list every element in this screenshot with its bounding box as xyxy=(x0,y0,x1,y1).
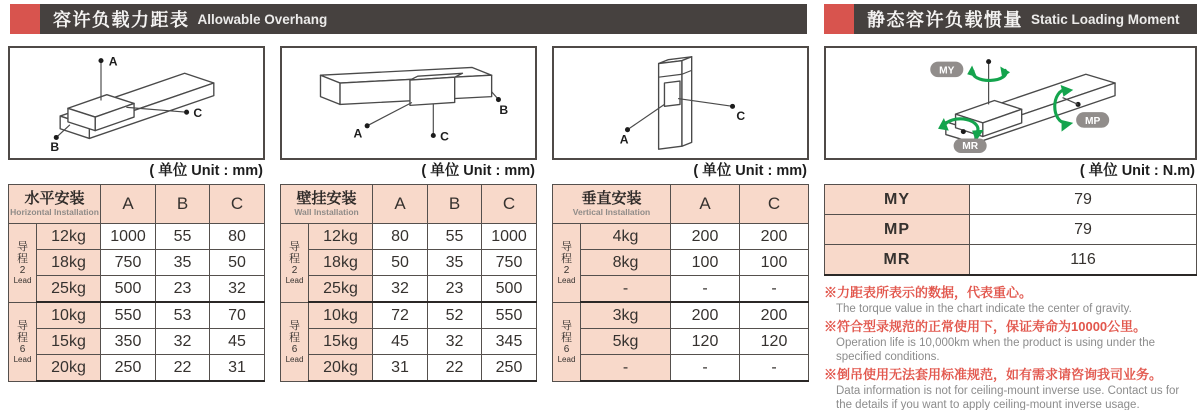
point-b-marker xyxy=(492,92,509,117)
rail-drawing xyxy=(320,67,491,105)
value-cell: 23 xyxy=(428,276,482,303)
value-cell: 55 xyxy=(156,224,210,250)
value-cell: 50 xyxy=(210,250,265,276)
vertical-installation-section xyxy=(552,46,809,382)
load-cell: 25kg xyxy=(309,276,373,303)
load-cell: 4kg xyxy=(581,224,671,250)
moment-label-cell: MY xyxy=(825,185,970,215)
table-title-en: Wall Installation xyxy=(294,207,359,217)
load-cell: 10kg xyxy=(37,302,101,329)
horizontal-diagram-drawing xyxy=(10,48,263,154)
value-cell: 200 xyxy=(740,224,809,250)
table-title-zh: 垂直安装 xyxy=(581,190,642,207)
value-cell: 50 xyxy=(373,250,428,276)
point-a-marker xyxy=(620,104,665,146)
right-header-title-en: Static Loading Moment xyxy=(1031,11,1180,27)
point-c-label: C xyxy=(736,108,746,123)
table-row xyxy=(281,224,537,250)
note-en: Operation life is 10,000km when the product is using under the specified conditions. xyxy=(836,337,1155,363)
left-header-title-en: Allowable Overhang xyxy=(197,11,328,27)
moment-label-cell: MP xyxy=(825,215,970,245)
load-cell: 18kg xyxy=(37,250,101,276)
value-cell: 750 xyxy=(482,250,537,276)
point-c-label: C xyxy=(193,106,203,121)
point-a-marker xyxy=(98,55,117,101)
unit-label-mm: ( 单位 Unit : mm) xyxy=(149,163,263,179)
point-a-label: A xyxy=(108,54,118,69)
lead-char: 导 xyxy=(17,319,28,332)
column-header-a: A xyxy=(373,185,428,224)
lead-number: 6 xyxy=(19,343,26,355)
lead-char: 导 xyxy=(289,319,300,332)
table-row xyxy=(825,185,1197,215)
lead-number: 2 xyxy=(19,264,26,276)
wall-table xyxy=(280,184,537,382)
rail-drawing xyxy=(60,73,214,138)
value-cell: 250 xyxy=(482,355,537,382)
value-cell: 31 xyxy=(373,355,428,382)
value-cell: - xyxy=(740,276,809,303)
load-cell: 5kg xyxy=(581,329,671,355)
value-cell: 72 xyxy=(373,302,428,329)
unit-label-nm: ( 单位 Unit : N.m) xyxy=(1079,163,1195,179)
wall-diagram-drawing xyxy=(282,48,535,154)
point-a-marker xyxy=(354,102,412,140)
table-title-zh: 水平安装 xyxy=(24,190,85,207)
value-cell: 32 xyxy=(210,276,265,303)
wall-diagram-box xyxy=(280,46,537,160)
load-cell: 15kg xyxy=(309,329,373,355)
lead-2-cell xyxy=(9,224,37,303)
value-cell: 32 xyxy=(428,329,482,355)
table-header-row xyxy=(9,185,265,224)
wall-installation-section xyxy=(280,46,537,382)
note-en: Data information is not for ceiling-mount inverse use. Contact us for the details if you want to apply ceiling-mount inverse usage. xyxy=(836,385,1180,410)
point-a-label: A xyxy=(353,126,363,141)
table-row xyxy=(553,355,809,382)
value-cell: 250 xyxy=(101,355,156,382)
lead-en-label: Lead xyxy=(13,275,32,285)
column-header-a: A xyxy=(671,185,740,224)
table-row xyxy=(9,224,265,250)
my-label: MY xyxy=(939,65,955,77)
table-title-en: Vertical Installation xyxy=(572,207,651,217)
value-cell: 200 xyxy=(671,224,740,250)
value-cell: 120 xyxy=(671,329,740,355)
mp-label: MP xyxy=(1085,115,1101,127)
point-b-label: B xyxy=(50,140,60,154)
load-cell: 12kg xyxy=(37,224,101,250)
load-cell: - xyxy=(581,276,671,303)
red-accent-square xyxy=(10,4,40,34)
lead-char: 导 xyxy=(17,240,28,253)
moment-value-cell: 79 xyxy=(970,185,1197,215)
table-title-en: Horizontal Installation xyxy=(10,207,99,217)
point-c-label: C xyxy=(440,129,449,144)
lead-en-label: Lead xyxy=(285,354,304,364)
load-cell: 8kg xyxy=(581,250,671,276)
value-cell: 345 xyxy=(482,329,537,355)
red-accent-square xyxy=(824,4,854,34)
table-row xyxy=(553,276,809,303)
value-cell: 350 xyxy=(101,329,156,355)
table-row xyxy=(553,329,809,355)
lead-char: 程 xyxy=(561,252,572,265)
moment-diagram-box xyxy=(824,46,1197,160)
value-cell: 200 xyxy=(740,302,809,329)
moment-label-cell: MR xyxy=(825,245,970,276)
lead-2-cell xyxy=(553,224,581,303)
value-cell: 1000 xyxy=(482,224,537,250)
left-header-bar xyxy=(40,4,807,34)
value-cell: 23 xyxy=(156,276,210,303)
table-header-row xyxy=(281,185,537,224)
lead-char: 程 xyxy=(17,252,28,265)
value-cell: 80 xyxy=(210,224,265,250)
lead-2-cell xyxy=(281,224,309,303)
load-cell: 25kg xyxy=(37,276,101,303)
value-cell: 32 xyxy=(156,329,210,355)
horizontal-table xyxy=(8,184,265,382)
value-cell: 70 xyxy=(210,302,265,329)
unit-label-mm: ( 单位 Unit : mm) xyxy=(693,163,807,179)
lead-6-cell xyxy=(553,302,581,381)
value-cell: 1000 xyxy=(101,224,156,250)
right-header-bar xyxy=(854,4,1197,34)
right-header-title-zh: 静态容许负载惯量 xyxy=(867,10,1023,30)
column-header-c: C xyxy=(482,185,537,224)
table-row xyxy=(553,224,809,250)
value-cell: 200 xyxy=(671,302,740,329)
value-cell: 31 xyxy=(210,355,265,382)
moment-diagram-drawing xyxy=(826,48,1195,154)
column-header-b: B xyxy=(156,185,210,224)
value-cell: 500 xyxy=(482,276,537,303)
lead-6-cell xyxy=(9,302,37,381)
value-cell: 32 xyxy=(373,276,428,303)
lead-char: 程 xyxy=(561,331,572,344)
note-zh: ※倒吊使用无法套用标准规范，如有需求请咨询我司业务。 xyxy=(824,367,1163,382)
lead-char: 导 xyxy=(561,240,572,253)
value-cell: 22 xyxy=(156,355,210,382)
rail-drawing xyxy=(659,57,692,149)
note-zh: ※力距表所表示的数据，代表重心。 xyxy=(824,285,1033,300)
load-cell: 10kg xyxy=(309,302,373,329)
table-row xyxy=(9,302,265,329)
column-header-c: C xyxy=(210,185,265,224)
rail-drawing xyxy=(946,74,1115,143)
value-cell: 55 xyxy=(428,224,482,250)
column-header-a: A xyxy=(101,185,156,224)
vertical-diagram-box xyxy=(552,46,809,160)
table-row xyxy=(281,250,537,276)
lead-en-label: Lead xyxy=(13,354,32,364)
note-zh: ※符合型录规范的正常使用下，保证寿命为10000公里。 xyxy=(824,319,1147,334)
right-section-header xyxy=(824,4,1197,34)
table-row xyxy=(9,355,265,382)
left-header-title-zh: 容许负载力距表 xyxy=(53,10,190,30)
column-header-b: B xyxy=(428,185,482,224)
footnotes xyxy=(824,284,1197,410)
lead-number: 6 xyxy=(563,343,570,355)
table-row xyxy=(553,250,809,276)
value-cell: 45 xyxy=(373,329,428,355)
table-title-cell xyxy=(553,185,671,224)
load-cell: 20kg xyxy=(37,355,101,382)
column-header-c: C xyxy=(740,185,809,224)
value-cell: - xyxy=(671,355,740,382)
my-rotation-arrow xyxy=(930,59,1010,104)
value-cell: 550 xyxy=(482,302,537,329)
vertical-table xyxy=(552,184,809,382)
unit-label-mm: ( 单位 Unit : mm) xyxy=(421,163,535,179)
load-cell: - xyxy=(581,355,671,382)
load-cell: 20kg xyxy=(309,355,373,382)
moment-value-cell: 116 xyxy=(970,245,1197,276)
table-header-row xyxy=(553,185,809,224)
table-row xyxy=(825,215,1197,245)
value-cell: 35 xyxy=(428,250,482,276)
lead-char: 导 xyxy=(561,319,572,332)
load-cell: 12kg xyxy=(309,224,373,250)
horizontal-installation-section xyxy=(8,46,265,382)
lead-en-label: Lead xyxy=(285,275,304,285)
lead-en-label: Lead xyxy=(557,354,576,364)
point-b-label: B xyxy=(499,103,509,118)
value-cell: 500 xyxy=(101,276,156,303)
value-cell: 120 xyxy=(740,329,809,355)
lead-en-label: Lead xyxy=(557,275,576,285)
mr-label: MR xyxy=(962,141,979,153)
value-cell: - xyxy=(740,355,809,382)
static-moment-section xyxy=(824,46,1197,410)
left-section-header xyxy=(10,4,807,34)
table-row xyxy=(553,302,809,329)
value-cell: 35 xyxy=(156,250,210,276)
table-row xyxy=(9,250,265,276)
lead-number: 2 xyxy=(291,264,298,276)
table-row xyxy=(281,276,537,303)
moment-value-cell: 79 xyxy=(970,215,1197,245)
lead-char: 程 xyxy=(289,331,300,344)
value-cell: 53 xyxy=(156,302,210,329)
table-row xyxy=(9,329,265,355)
value-cell: 80 xyxy=(373,224,428,250)
horizontal-diagram-box xyxy=(8,46,265,160)
lead-number: 6 xyxy=(291,343,298,355)
value-cell: - xyxy=(671,276,740,303)
lead-6-cell xyxy=(281,302,309,381)
table-title-zh: 壁挂安装 xyxy=(296,190,357,207)
note-en: The torque value in the chart indicate the center of gravity. xyxy=(836,303,1132,315)
table-title-cell xyxy=(9,185,101,224)
value-cell: 22 xyxy=(428,355,482,382)
table-row xyxy=(9,276,265,303)
table-row xyxy=(825,245,1197,276)
moment-table xyxy=(824,184,1197,276)
lead-number: 2 xyxy=(563,264,570,276)
table-row xyxy=(281,355,537,382)
value-cell: 750 xyxy=(101,250,156,276)
value-cell: 45 xyxy=(210,329,265,355)
vertical-diagram-drawing xyxy=(554,48,807,154)
point-a-label: A xyxy=(619,132,629,147)
table-row xyxy=(281,329,537,355)
load-cell: 18kg xyxy=(309,250,373,276)
table-title-cell xyxy=(281,185,373,224)
value-cell: 52 xyxy=(428,302,482,329)
lead-char: 程 xyxy=(289,252,300,265)
table-row xyxy=(281,302,537,329)
lead-char: 导 xyxy=(289,240,300,253)
value-cell: 550 xyxy=(101,302,156,329)
point-c-marker xyxy=(431,104,449,143)
lead-char: 程 xyxy=(17,331,28,344)
value-cell: 100 xyxy=(740,250,809,276)
load-cell: 15kg xyxy=(37,329,101,355)
load-cell: 3kg xyxy=(581,302,671,329)
value-cell: 100 xyxy=(671,250,740,276)
